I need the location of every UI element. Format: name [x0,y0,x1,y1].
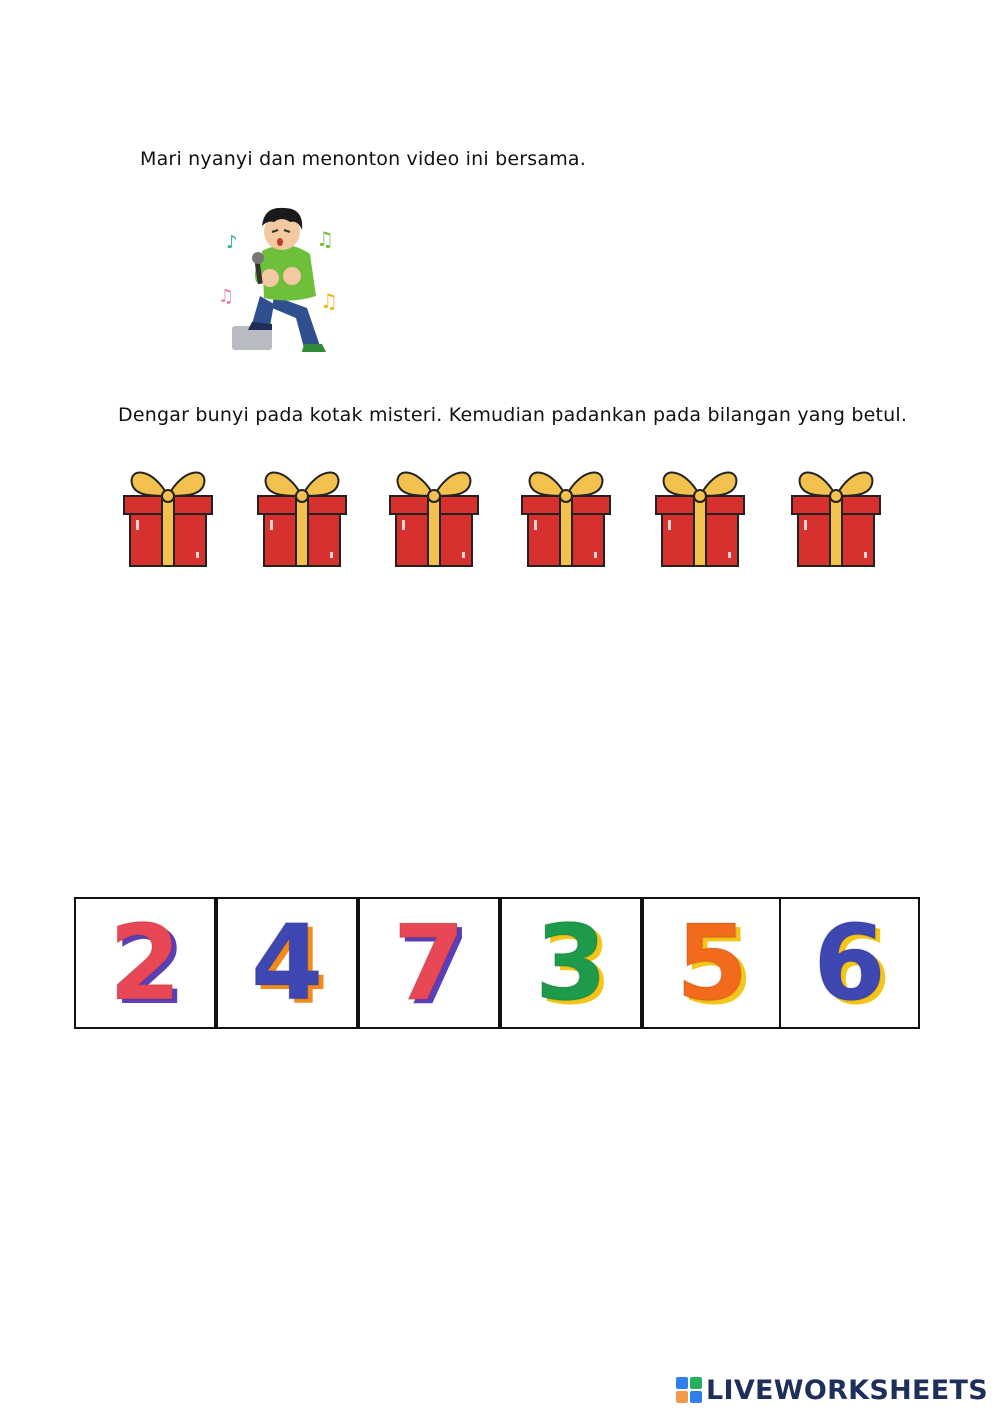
brand-text: LIVEWORKSHEETS [705,1374,988,1406]
svg-text:♫: ♫ [320,289,338,313]
number-box-2[interactable] [74,897,216,1029]
singer-icon [212,196,362,356]
svg-text:♫: ♫ [218,286,235,307]
gift-box-icon [650,462,750,572]
mystery-box-2[interactable] [252,462,352,572]
svg-text:♪: ♪ [226,232,238,253]
instruction-listen-match: Dengar bunyi pada kotak misteri. Kemudian padankan pada bilangan yang betul. [118,404,908,426]
mystery-box-4[interactable] [516,462,616,572]
number-glyph: 6 [813,902,886,1024]
number-box-4[interactable] [216,897,358,1029]
number-glyph: 4 [250,902,324,1024]
number-glyph: 3 [534,902,608,1024]
svg-text:♫: ♫ [316,227,334,251]
number-box-5[interactable] [642,897,782,1029]
gift-box-icon [786,462,886,572]
mystery-box-5[interactable] [650,462,750,572]
number-glyph: 5 [675,902,749,1024]
number-box-3[interactable] [500,897,642,1029]
instruction-sing: Mari nyanyi dan menonton video ini bersama. [140,148,587,170]
gift-box-icon [516,462,616,572]
liveworksheets-brand [676,1372,988,1408]
number-glyph: 7 [392,902,466,1024]
number-box-7[interactable] [358,897,500,1029]
mystery-box-1[interactable] [118,462,218,572]
gift-box-icon [252,462,352,572]
gift-box-icon [118,462,218,572]
number-glyph: 2 [108,902,182,1024]
number-box-6[interactable] [779,897,920,1029]
liveworksheets-logo-icon [676,1377,702,1403]
mystery-box-6[interactable] [786,462,886,572]
gift-box-icon [384,462,484,572]
mystery-box-3[interactable] [384,462,484,572]
